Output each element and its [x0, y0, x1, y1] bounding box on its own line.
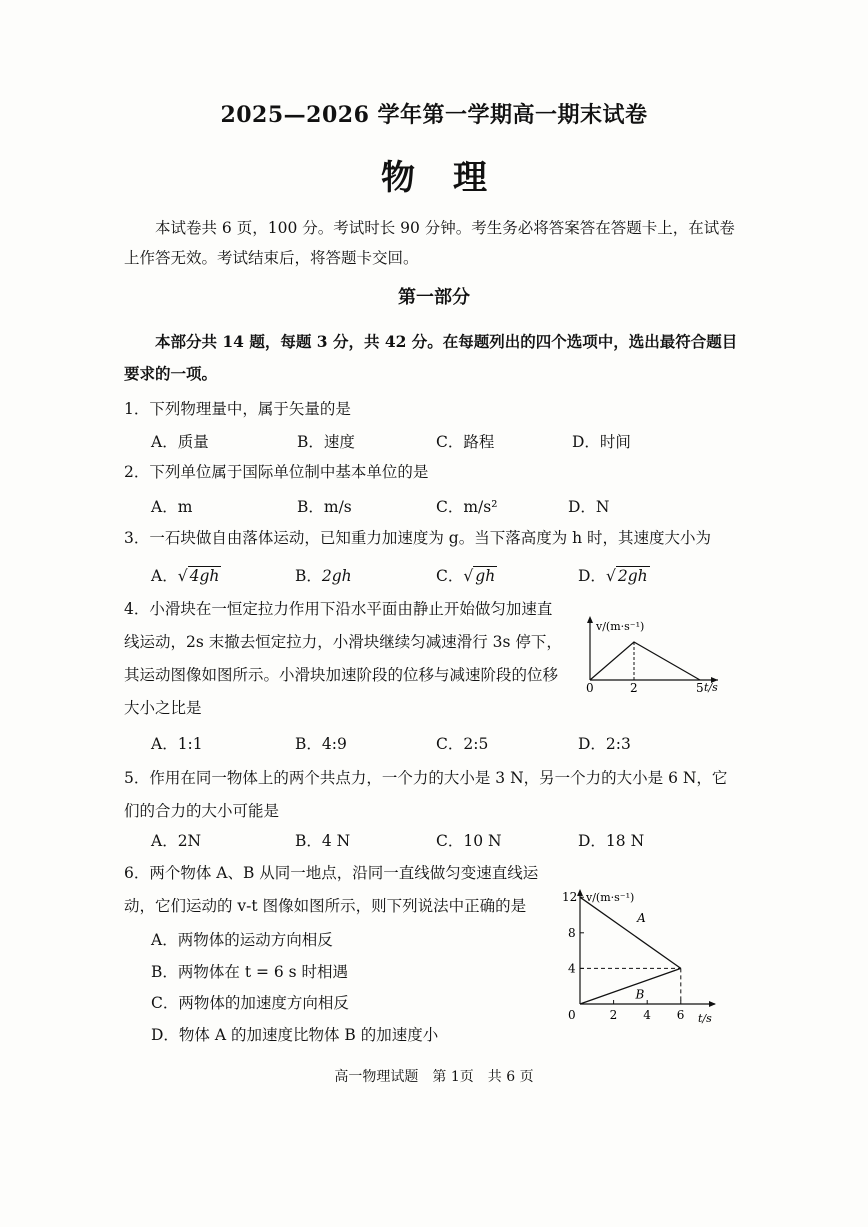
question-2-option-c: C．m/s²: [436, 498, 498, 516]
option-letter: C．: [436, 567, 464, 585]
question-6-option-b: B．两物体在 t = 6 s 时相遇: [151, 963, 349, 981]
question-3-option-c: [436, 564, 497, 586]
y-tick-label: 12: [562, 890, 578, 905]
sqrt-expression: √ 4gh: [177, 567, 220, 585]
series-b-label: B: [635, 987, 645, 1002]
option-letter: D．: [578, 567, 606, 585]
option-letter: B．: [295, 567, 322, 585]
question-1-option-a: A．质量: [151, 433, 209, 451]
question-4-stem-line: 大小之比是: [124, 699, 202, 717]
y-axis-label: v/(m·s⁻¹): [586, 891, 635, 904]
question-6-option-d: D．物体 A 的加速度比物体 B 的加速度小: [151, 1026, 439, 1044]
instruction-line: 上作答无效。考试结束后，将答题卡交回。: [124, 249, 419, 267]
part-heading: 第一部分: [398, 287, 470, 308]
figure-4-vt-graph: [580, 612, 730, 697]
x-tick-label: 6: [676, 1008, 685, 1022]
question-4-option-b: B．4:9: [295, 735, 347, 753]
y-axis-arrow: [587, 616, 593, 623]
question-3-stem: 3．一石块做自由落体运动，已知重力加速度为 g。当下落高度为 h 时，其速度大小为: [124, 529, 712, 547]
x-axis-arrow: [709, 1001, 716, 1007]
exam-instructions: [124, 213, 744, 273]
question-4-option-c: C．2:5: [436, 735, 489, 753]
x-axis-label: t/s: [704, 681, 718, 694]
question-3-option-d: [578, 564, 650, 586]
exam-title: 2025—2026 学年第一学期高一期末试卷: [220, 102, 648, 128]
radicand: 2gh: [617, 567, 648, 585]
question-4-stem-line: 4．小滑块在一恒定拉力作用下沿水平面由静止开始做匀加速直: [124, 600, 553, 618]
question-6-stem-line: 动，它们运动的 v-t 图像如图所示，则下列说法中正确的是: [124, 897, 527, 915]
question-4-option-a: A．1:1: [151, 735, 203, 753]
radicand: 4gh: [189, 567, 220, 585]
page-footer: 高一物理试题 第 1页 共 6 页: [334, 1069, 534, 1085]
part-description: [124, 326, 754, 390]
part-description-line: 本部分共 14 题，每题 3 分，共 42 分。在每题列出的四个选项中，选出最符合题目: [155, 332, 738, 351]
x-tick-label: 2: [609, 1008, 618, 1022]
question-6-option-a: A．两物体的运动方向相反: [151, 931, 333, 949]
question-2-option-b: B．m/s: [297, 498, 352, 516]
question-2-stem: 2．下列单位属于国际单位制中基本单位的是: [124, 463, 429, 481]
question-6-stem-line: 6．两个物体 A、B 从同一地点，沿同一直线做匀变速直线运: [124, 864, 539, 882]
question-5-stem-line: 们的合力的大小可能是: [124, 802, 280, 820]
x-tick-0: 0: [586, 681, 594, 695]
question-5-option-a: A．2N: [151, 832, 202, 850]
x-axis-label: t/s: [698, 1012, 712, 1025]
question-4-option-d: D．2:3: [578, 735, 631, 753]
question-5-option-d: D．18 N: [578, 832, 645, 850]
y-axis-arrow: [577, 889, 583, 896]
question-4-stem-line: 其运动图像如图所示。小滑块加速阶段的位移与减速阶段的位移: [124, 666, 559, 684]
question-3-option-a: [151, 564, 221, 586]
question-5-option-b: B．4 N: [295, 832, 351, 850]
sqrt-expression: √ 2gh: [605, 567, 648, 585]
y-tick-label: 8: [568, 925, 576, 940]
question-5-stem-line: 5．作用在同一物体上的两个共点力，一个力的大小是 3 N，另一个力的大小是 6 N，它: [124, 769, 728, 787]
x-tick-label: 4: [643, 1008, 651, 1022]
part-description-line: 要求的一项。: [124, 364, 218, 383]
sqrt-expression: √ gh: [463, 567, 496, 585]
y-tick-label: 4: [568, 961, 576, 976]
x-tick-label: 0: [568, 1008, 576, 1022]
series-b-line: [580, 968, 681, 1004]
radicand: gh: [475, 567, 496, 585]
series-a-line: [580, 897, 681, 968]
subject-title: 物理: [381, 158, 525, 198]
series-a-label: A: [637, 911, 646, 926]
question-1-stem: 1．下列物理量中，属于矢量的是: [124, 400, 351, 418]
question-1-option-c: C．路程: [436, 433, 495, 451]
question-1-option-b: B．速度: [297, 433, 355, 451]
option-value: 2gh: [321, 567, 352, 585]
question-4-stem-line: 线运动，2s 末撤去恒定拉力，小滑块继续匀减速滑行 3s 停下，: [124, 633, 562, 651]
velocity-line: [590, 642, 700, 680]
figure-6-vt-graph: [560, 885, 725, 1030]
question-2-option-a: A．m: [151, 498, 193, 516]
question-1-option-d: D．时间: [572, 433, 631, 451]
instruction-line: 本试卷共 6 页，100 分。考试时长 90 分钟。考生务必将答案答在答题卡上，在试卷: [155, 219, 735, 237]
question-3-option-b: [295, 564, 352, 586]
question-5-option-c: C．10 N: [436, 832, 502, 850]
y-axis-label: v/(m·s⁻¹): [596, 620, 645, 633]
question-6-option-c: C．两物体的加速度方向相反: [151, 994, 349, 1012]
x-tick-5: 5: [696, 681, 704, 695]
x-tick-2: 2: [630, 681, 638, 695]
question-2-option-d: D．N: [568, 498, 610, 516]
option-letter: A．: [151, 567, 178, 585]
